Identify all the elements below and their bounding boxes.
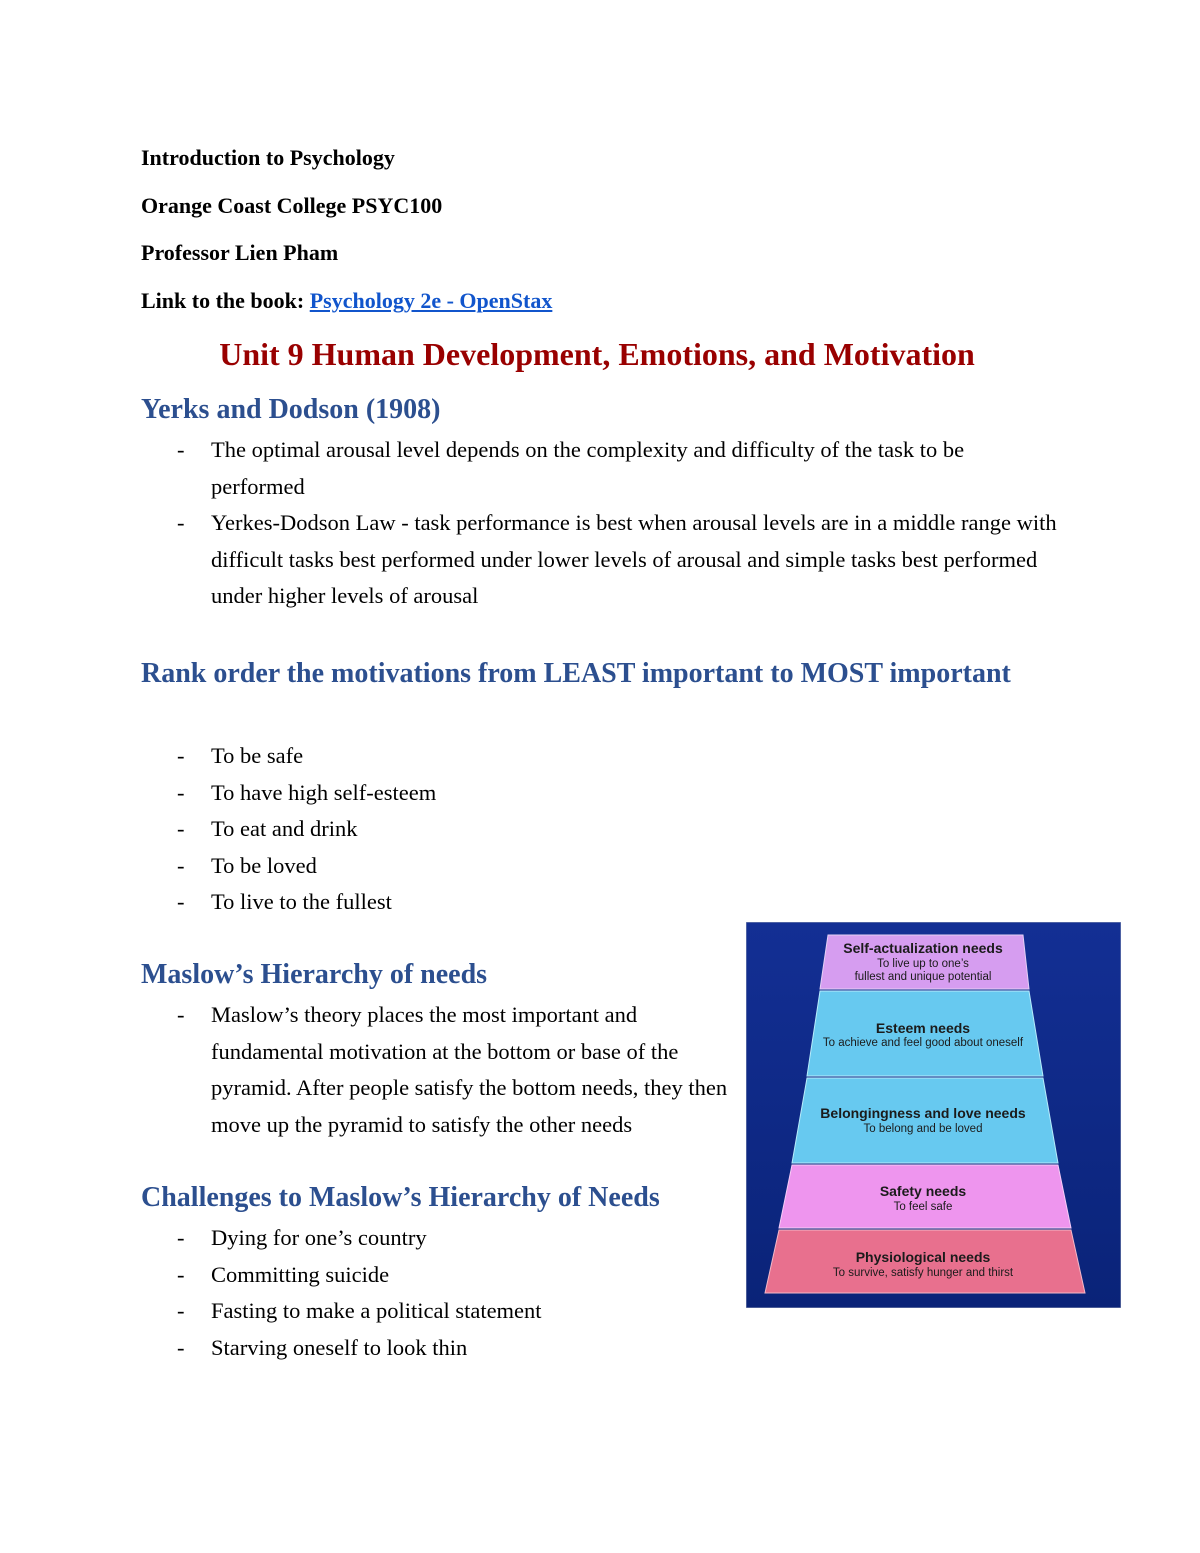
list-item: - Committing suicide xyxy=(141,1257,701,1294)
list-item: - Maslow’s theory places the most important and fundamental motivation at the bottom or base of the pyramid. After people satisfy the bottom needs, they then move up the pyramid to satisfy the other needs xyxy=(141,997,741,1143)
yerks-dodson-list xyxy=(141,432,1061,615)
challenges-heading: Challenges to Maslow’s Hierarchy of Needs xyxy=(141,1182,660,1213)
professor-line: Professor Lien Pham xyxy=(141,240,339,265)
rank-order-list xyxy=(141,738,701,921)
maslow-heading: Maslow’s Hierarchy of needs xyxy=(141,959,488,990)
list-item: - Fasting to make a political statement xyxy=(141,1293,701,1330)
book-link-line xyxy=(141,288,552,314)
list-item: - The optimal arousal level depends on the complexity and difficulty of the task to be performed xyxy=(141,432,1061,505)
rank-order-heading: Rank order the motivations from LEAST important to MOST important xyxy=(141,658,1011,689)
yerks-dodson-heading: Yerks and Dodson (1908) xyxy=(141,394,441,425)
physiological-title: Physiological needs xyxy=(855,1249,991,1265)
list-item: - To live to the fullest xyxy=(141,884,701,921)
list-item: - Yerkes-Dodson Law - task performance is best when arousal levels are in a middle range with difficult tasks best performed under lower levels of arousal and simple tasks best performed under higher levels of arousal xyxy=(141,505,1061,615)
college-line: Orange Coast College PSYC100 xyxy=(141,193,443,218)
belonging-title: Belongingness and love needs xyxy=(820,1105,1026,1121)
list-item: - To be safe xyxy=(141,738,701,775)
esteem-title: Esteem needs xyxy=(875,1020,971,1036)
challenges-list xyxy=(141,1220,701,1366)
physiological-desc: To survive, satisfy hunger and thirst xyxy=(832,1267,1014,1279)
belonging-desc: To belong and be loved xyxy=(863,1123,983,1135)
self-actualization-desc-line1: To live up to one’s xyxy=(877,958,969,970)
safety-title: Safety needs xyxy=(879,1183,967,1199)
esteem-desc: To achieve and feel good about oneself xyxy=(822,1037,1024,1049)
unit-title: Unit 9 Human Development, Emotions, and Motivation xyxy=(219,336,975,372)
book-link[interactable]: Psychology 2e - OpenStax xyxy=(309,288,553,313)
book-link-label: Link to the book: xyxy=(141,288,305,313)
course-title: Introduction to Psychology xyxy=(141,145,395,170)
self-actualization-title: Self-actualization needs xyxy=(843,940,1003,956)
maslow-list xyxy=(141,997,741,1143)
safety-desc: To feel safe xyxy=(893,1201,953,1213)
list-item: - To eat and drink xyxy=(141,811,701,848)
maslow-pyramid-image xyxy=(746,922,1121,1308)
self-actualization-desc-line2: fullest and unique potential xyxy=(854,971,992,983)
list-item: - Starving oneself to look thin xyxy=(141,1330,701,1367)
list-item: - Dying for one’s country xyxy=(141,1220,701,1257)
list-item: - To have high self-esteem xyxy=(141,775,701,812)
list-item: - To be loved xyxy=(141,848,701,885)
